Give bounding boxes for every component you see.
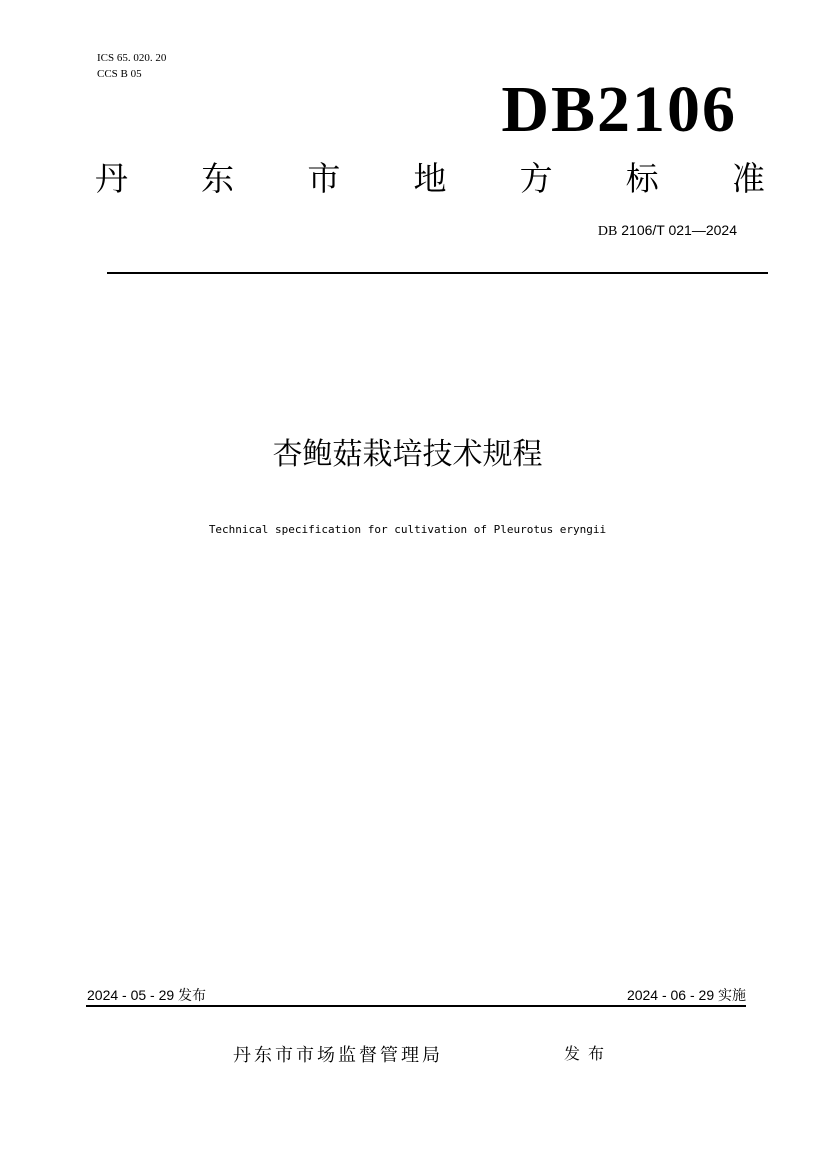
standard-number-prefix: DB — [597, 224, 618, 239]
standard-type-char: 标 — [625, 159, 659, 198]
standard-type-char: 丹 — [95, 159, 128, 198]
standard-type-char: 市 — [307, 159, 341, 198]
publish-label: 发布 — [564, 1044, 613, 1063]
publisher-name: 丹东市市场监督管理局 — [233, 1045, 443, 1066]
footer-divider — [86, 1005, 746, 1007]
standard-type-char: 准 — [731, 159, 765, 198]
standard-type-char: 地 — [413, 159, 447, 198]
ccs-code: CCS B 05 — [97, 68, 142, 80]
implementation-date: 2024 - 06 - 29 实施 — [626, 987, 746, 1003]
standard-type-char: 东 — [201, 159, 235, 198]
issue-date: 2024 - 05 - 29 发布 — [87, 987, 207, 1003]
standard-type-char: 方 — [519, 159, 553, 198]
standard-number-code: 2106/T 021—2024 — [617, 222, 737, 238]
standard-logo: DB2106 — [501, 73, 737, 146]
header-divider — [107, 272, 768, 274]
classification-codes — [97, 50, 166, 82]
standard-type-heading — [95, 156, 765, 202]
document-title: 杏鲍菇栽培技术规程 — [272, 437, 543, 472]
standard-number — [598, 222, 737, 240]
ics-code: ICS 65. 020. 20 — [97, 52, 167, 64]
document-title-english: Technical specification for cultivation of Pleurotus eryngii — [208, 523, 607, 536]
